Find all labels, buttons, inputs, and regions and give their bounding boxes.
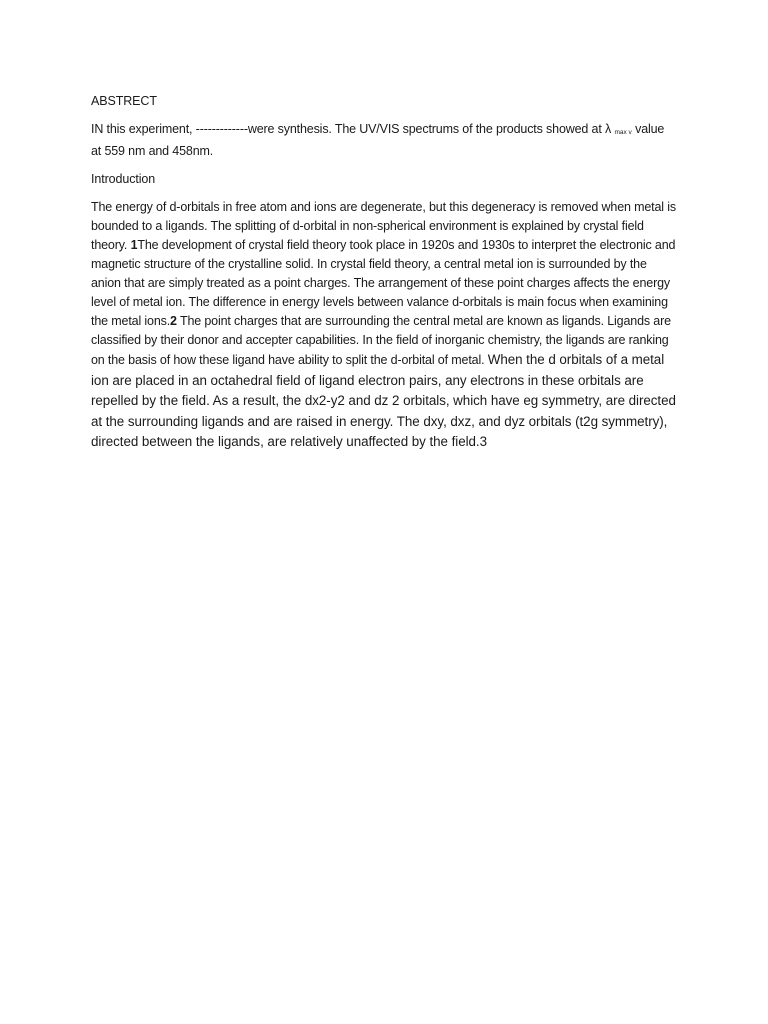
lambda-subscript: max v (614, 129, 632, 136)
intro-text-part3: The point charges that are surrounding the central metal are known as ligands. Ligands are classified by their donor and accepter capabilities. In the field of inorganic chemistry, the ligands are ranking on the basis of how these ligand have ability to split the d-orbital of metal. (91, 314, 671, 367)
introduction-paragraph (91, 198, 676, 453)
abstract-text-start: IN this experiment, -------------were synthesis. The UV/VIS spectrums of the products showed at λ (91, 122, 615, 136)
abstract-text-end: value at 559 nm and 458nm. (91, 122, 665, 158)
reference-2: 2 (170, 314, 177, 328)
document-page (91, 92, 676, 453)
abstract-paragraph (91, 120, 676, 161)
reference-1: 1 (130, 238, 138, 252)
intro-text-part1: The energy of d-orbitals in free atom and ions are degenerate, but this degeneracy is removed when metal is bounded to a ligands. The splitting of d-orbital in non-spherical environment is explained by crystal field theory. (91, 200, 676, 252)
intro-text-part4: When the d orbitals of a metal ion are placed in an octahedral field of ligand electron pairs, any electrons in these orbitals are repelled by the field. As a result, the dx2-y2 and dz 2 orbitals, which have eg symmetry, are directed at the surrounding ligands and are raised in energy. The dxy, dxz, and dyz orbitals (t2g symmetry), directed between the ligands, are relatively unaffected by the field.3 (91, 352, 676, 449)
abstract-heading: ABSTRECT (91, 94, 157, 108)
intro-text-part2: The development of crystal field theory took place in 1920s and 1930s to interpret the electronic and magnetic structure of the crystalline solid. In crystal field theory, a central metal ion is surrounded by the anion that are simply treated as a point charges. The arrangement of these point charges affects the energy level of metal ion. The difference in energy levels between valance d-orbitals is main focus when examining the metal ions. (91, 238, 676, 328)
introduction-heading: Introduction (91, 172, 156, 186)
